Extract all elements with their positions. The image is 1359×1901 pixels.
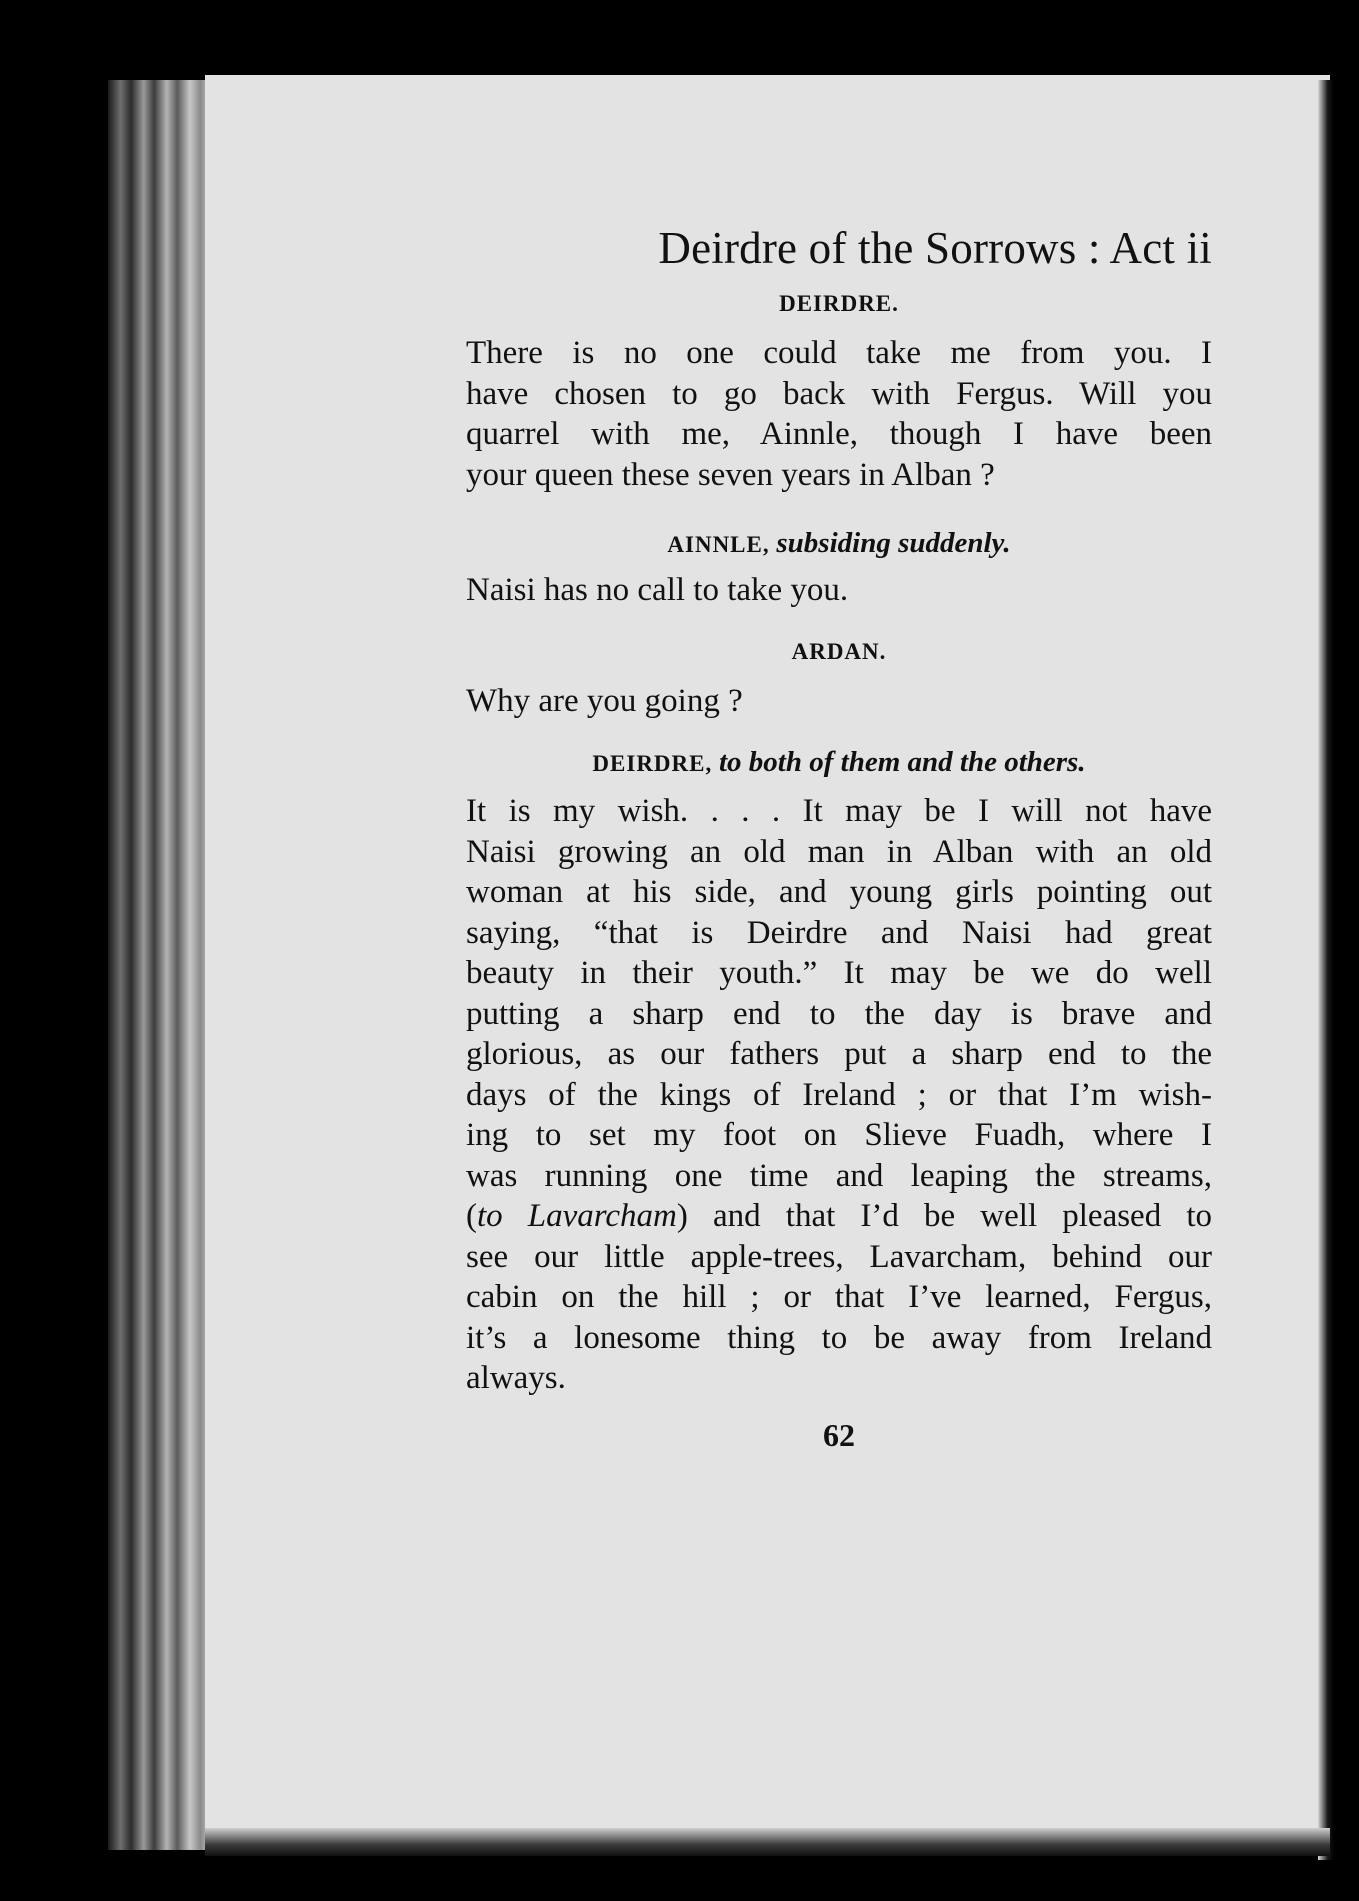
speech-line: There is no one could take me from you. I [466, 335, 1212, 371]
speaker-heading [466, 528, 1212, 560]
speech-paragraph [466, 570, 1212, 611]
speaker-heading [466, 747, 1212, 779]
book-binding [108, 80, 213, 1850]
speech-paragraph [466, 791, 1212, 1399]
speech-line: Naisi growing an old man in Alban with an old [466, 833, 1212, 870]
speaker-heading [466, 637, 1212, 667]
speech-line: beauty in their youth.” It may be we do well [466, 955, 1212, 991]
speech-line: days of the kings of Ireland ; or that I’m wish- [466, 1076, 1212, 1113]
inline-stage-direction: to Lavarcham [477, 1198, 677, 1234]
speech-line: see our little apple-trees, Lavarcham, behind our [466, 1238, 1212, 1275]
speaker-name: AINNLE, [667, 532, 770, 557]
page-right-edge [1318, 80, 1334, 1860]
speech-line: always. [466, 1360, 566, 1396]
speech-line: Why are you going ? [466, 682, 743, 719]
stage-direction: subsiding suddenly. [776, 527, 1011, 559]
speaker-name: DEIRDRE. [779, 291, 899, 316]
speech-paragraph [466, 333, 1212, 495]
speaker-name: ARDAN. [791, 638, 887, 664]
speech-line: It is my wish. . . . It may be I will not have [466, 793, 1212, 829]
speech-line: ing to set my foot on Slieve Fuadh, where I [466, 1117, 1212, 1153]
speech-paragraph [466, 681, 1212, 722]
speech-line: your queen these seven years in Alban ? [466, 456, 995, 493]
speech-line: was running one time and leaping the streams, [466, 1157, 1212, 1194]
speech-line: it’s a lonesome thing to be away from Ireland [466, 1319, 1212, 1356]
running-head: Deirdre of the Sorrows : Act ii [658, 223, 1212, 273]
speech-line: Naisi has no call to take you. [466, 572, 849, 608]
page-number: 62 [823, 1416, 855, 1453]
speech-line: putting a sharp end to the day is brave and [466, 995, 1212, 1032]
speech-line: have chosen to go back with Fergus. Will you [466, 375, 1212, 412]
speaker-heading [466, 289, 1212, 319]
speech-line-fragment: and that I’d be well pleased to [713, 1198, 1212, 1234]
speaker-name: DEIRDRE, [592, 751, 713, 776]
stage-direction: to both of them and the others. [719, 746, 1086, 778]
page-text [466, 222, 1212, 1455]
speech-line: glorious, as our fathers put a sharp end to the [466, 1036, 1212, 1072]
speech-line: cabin on the hill ; or that I’ve learned, Fergus, [466, 1279, 1212, 1315]
page-bottom-edge [205, 1828, 1330, 1856]
speech-line: woman at his side, and young girls pointing out [466, 874, 1212, 910]
speech-line: (to Lavarcham) and that I’d be well pleased to [466, 1198, 1212, 1234]
speech-line: saying, “that is Deirdre and Naisi had great [466, 914, 1212, 951]
speech-line: quarrel with me, Ainnle, though I have been [466, 416, 1212, 452]
